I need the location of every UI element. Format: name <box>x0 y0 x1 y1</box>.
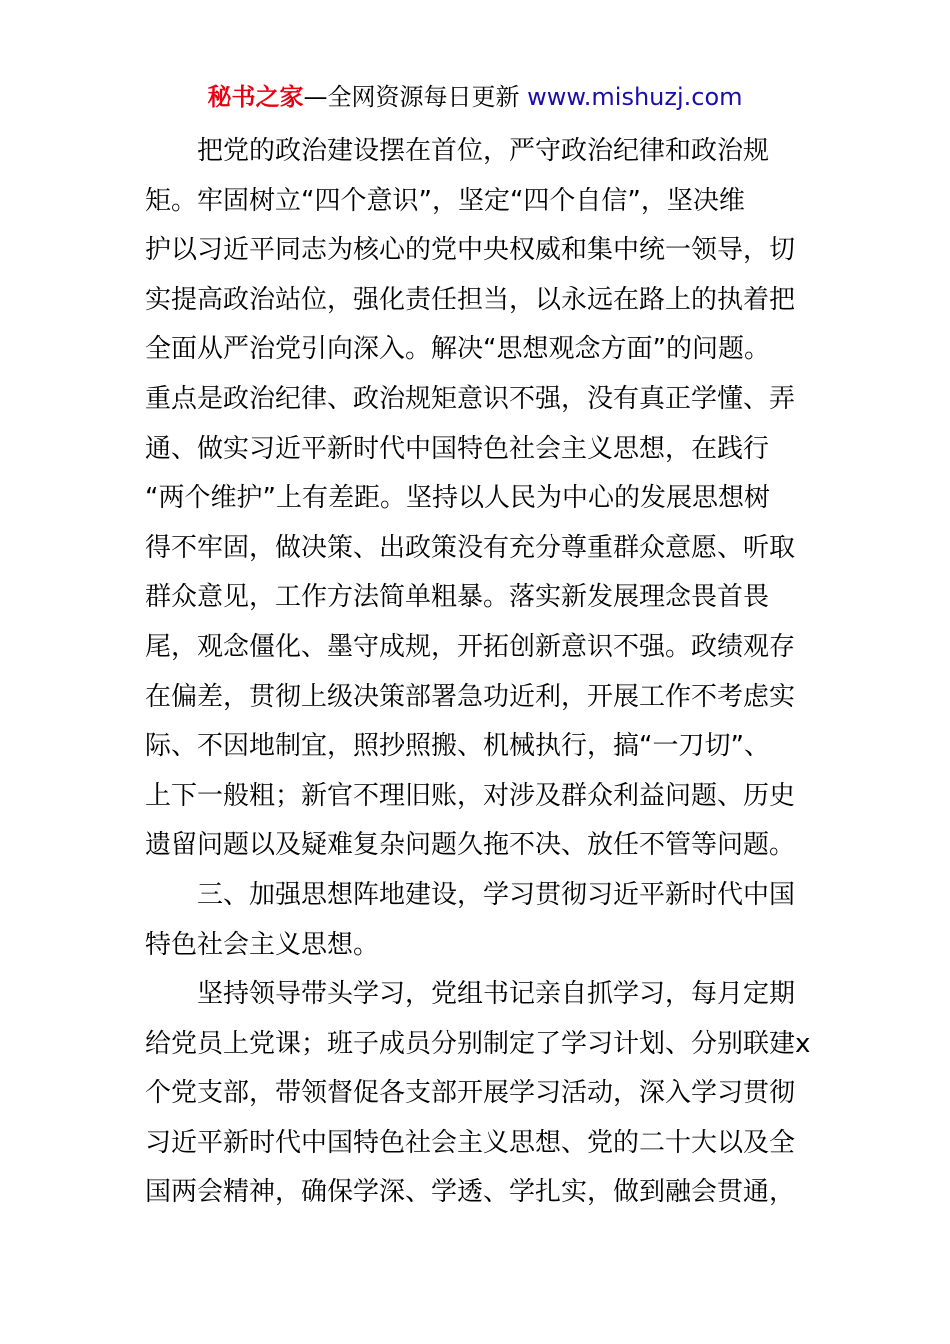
text-line: 坚持领导带头学习，党组书记亲自抓学习，每月定期 <box>145 979 796 1010</box>
text-line: 重点是政治纪律、政治规矩意识不强，没有真正学懂、弄 <box>145 383 796 414</box>
text-line: 国两会精神，确保学深、学透、学扎实，做到融会贯通， <box>145 1177 796 1208</box>
text-line: 得不牢固，做决策、出政策没有充分尊重群众意愿、听取 <box>145 532 796 563</box>
page-header <box>0 82 950 112</box>
document-body <box>145 127 810 1218</box>
text-line: “两个维护”上有差距。坚持以人民为中心的发展思想树 <box>145 483 770 514</box>
text-line: 给党员上党课；班子成员分别制定了学习计划、分别联建x <box>145 1028 810 1059</box>
text-line: 个党支部，带领督促各支部开展学习活动，深入学习贯彻 <box>145 1078 796 1109</box>
text-line: 护以习近平同志为核心的党中央权威和集中统一领导，切 <box>145 235 796 266</box>
section-heading-line: 特色社会主义思想。 <box>145 929 380 960</box>
text-line: 把党的政治建设摆在首位，严守政治纪律和政治规 <box>145 136 770 166</box>
text-line: 全面从严治党引向深入。解决“思想观念方面”的问题。 <box>145 334 770 365</box>
text-line: 矩。牢固树立“四个意识”，坚定“四个自信”，坚决维 <box>145 185 745 216</box>
text-line: 习近平新时代中国特色社会主义思想、党的二十大以及全 <box>145 1127 796 1158</box>
text-line: 群众意见，工作方法简单粗暴。落实新发展理念畏首畏 <box>145 582 770 613</box>
text-line: 上下一般粗；新官不理旧账，对涉及群众利益问题、历史 <box>145 780 796 811</box>
text-line: 际、不因地制宜，照抄照搬、机械执行，搞“一刀切”、 <box>145 731 770 762</box>
text-line: 尾，观念僵化、墨守成规，开拓创新意识不强。政绩观存 <box>145 631 796 662</box>
site-url-link[interactable]: www.mishuzj.com <box>527 83 743 111</box>
site-name: 秘书之家 <box>207 83 304 111</box>
text-line: 实提高政治站位，强化责任担当，以永远在路上的执着把 <box>145 284 796 315</box>
text-line: 遗留问题以及疑难复杂问题久拖不决、放任不管等问题。 <box>145 830 796 861</box>
site-tagline: —全网资源每日更新 <box>303 83 528 111</box>
text-line: 在偏差，贯彻上级决策部署急功近利，开展工作不考虑实 <box>145 681 796 712</box>
text-line: 通、做实习近平新时代中国特色社会主义思想，在践行 <box>145 433 770 464</box>
section-heading-line: 三、加强思想阵地建设，学习贯彻习近平新时代中国 <box>145 879 796 910</box>
